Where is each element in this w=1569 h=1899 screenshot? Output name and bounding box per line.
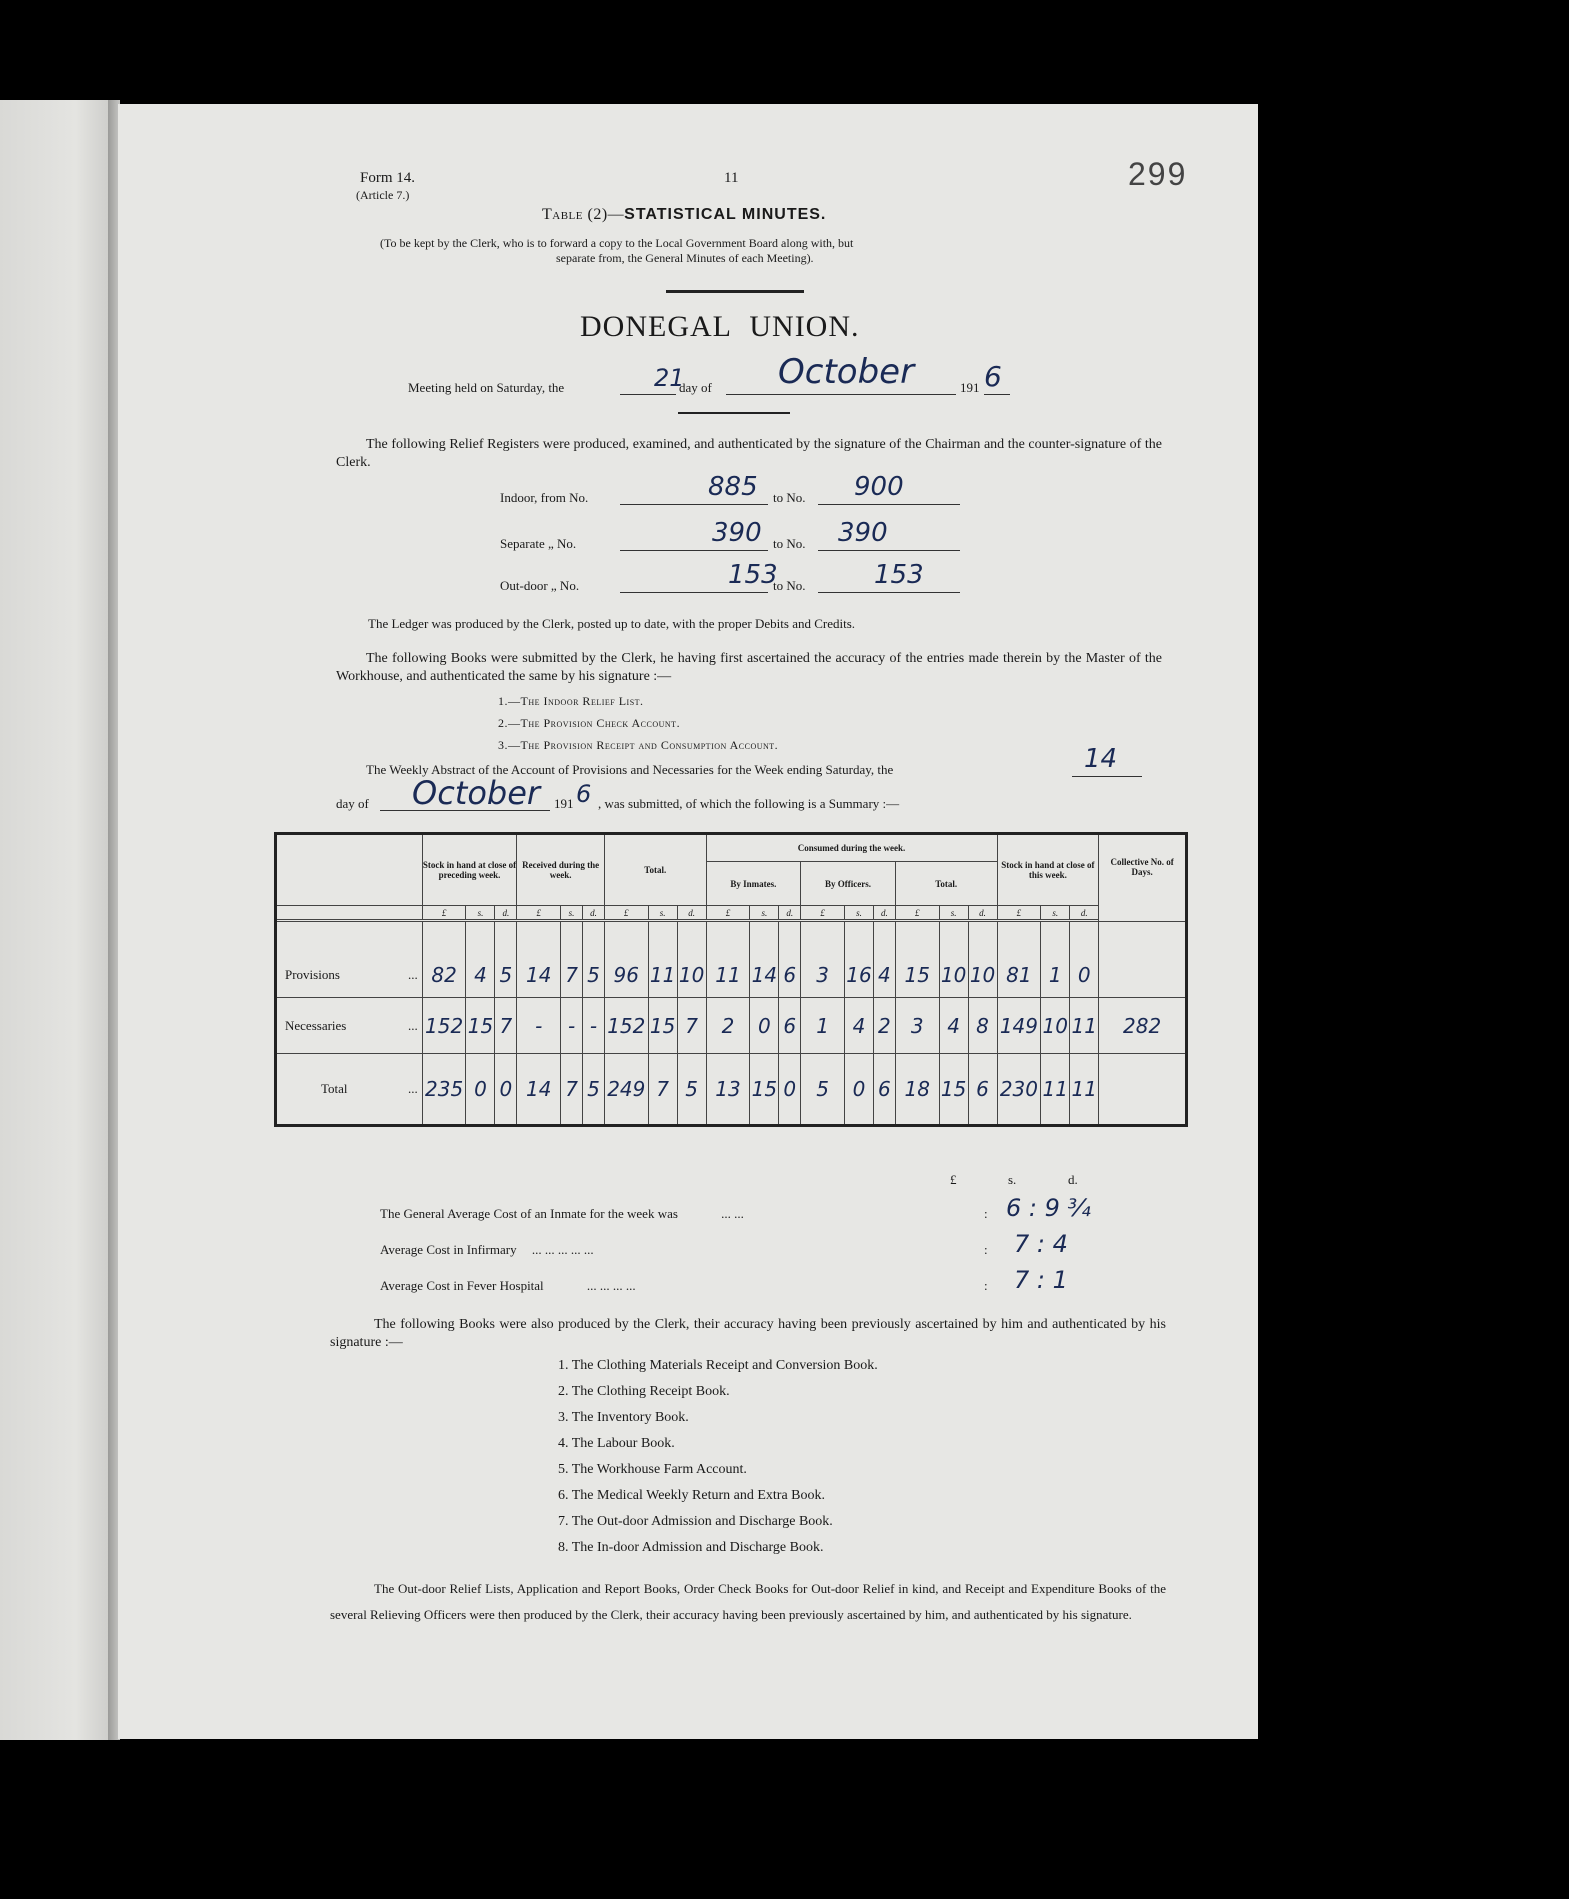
unit-pence: d.: [495, 906, 517, 920]
abstract-year-prefix: 191: [554, 796, 574, 811]
header-stock-close: Stock in hand at close of this week.: [997, 834, 1099, 906]
cell: 81: [997, 922, 1041, 998]
unit-pence: d.: [677, 906, 706, 920]
register-from-line: [620, 504, 768, 505]
header-consumed: Consumed during the week.: [706, 834, 997, 862]
cell: 4: [844, 998, 873, 1054]
cost-dots: ... ... ... ...: [586, 1278, 636, 1293]
meeting-year-line: [984, 394, 1010, 395]
unit-pound: £: [517, 906, 561, 920]
register-from-line: [620, 592, 768, 593]
cell: 96: [604, 922, 648, 998]
register-from-line: [620, 550, 768, 551]
table-title-prefix: Table (2)—: [542, 206, 625, 223]
unit-pound: £: [706, 906, 750, 920]
unit-shillings: s.: [844, 906, 873, 920]
unit-pound: £: [422, 906, 466, 920]
row-label-provisions: [276, 922, 423, 998]
collective-days: 282: [1099, 998, 1187, 1054]
facing-page: [0, 100, 108, 1740]
instructions-line-1: (To be kept by the Clerk, who is to forward a copy to the Local Government Board along with, but: [380, 236, 854, 250]
row-label-necessaries: [276, 998, 423, 1054]
row-dots: ...: [407, 967, 418, 982]
meeting-year-prefix: 191: [960, 380, 980, 395]
cell: 6: [779, 998, 801, 1054]
register-to-separate: 390: [838, 518, 888, 548]
cell: 4: [466, 922, 495, 998]
cell: -: [583, 998, 605, 1054]
row-dots: ...: [407, 1017, 418, 1033]
cell: 0: [495, 1054, 517, 1126]
cell: 10: [677, 922, 706, 998]
cell: 13: [706, 1054, 750, 1126]
cell: 10: [968, 922, 997, 998]
meeting-prefix: Meeting held on Saturday, the: [408, 380, 565, 395]
cost-label: Average Cost in Infirmary: [380, 1242, 517, 1257]
also-book-item: 8. The In-door Admission and Discharge Book.: [558, 1540, 824, 1555]
unit-pence: d.: [968, 906, 997, 920]
cell: 152: [604, 998, 648, 1054]
row-label: Necessaries: [285, 1017, 347, 1033]
register-to-indoor: 900: [854, 472, 904, 502]
cell: -: [517, 998, 561, 1054]
also-books-list: [558, 1358, 878, 1566]
cell: 249: [604, 1054, 648, 1126]
register-to-line: [818, 550, 960, 551]
cell: 5: [677, 1054, 706, 1126]
register-row-indoor: [500, 490, 588, 506]
also-book-item: 4. The Labour Book.: [558, 1436, 675, 1451]
also-book-item: 5. The Workhouse Farm Account.: [558, 1462, 747, 1477]
register-row-separate: [500, 536, 576, 552]
cell: 3: [895, 998, 939, 1054]
cell: 0: [779, 1054, 801, 1126]
cost-unit-pound: £: [950, 1172, 957, 1187]
cell: 4: [873, 922, 895, 998]
header-by-inmates: By Inmates.: [706, 862, 801, 906]
cost-value-fever: 7 : 1: [1014, 1266, 1068, 1294]
cell: 18: [895, 1054, 939, 1126]
also-books-intro: The following Books were also produced by the Clerk, their accuracy having been previously ascertained by him and authenticated by his signature :—: [330, 1317, 1166, 1350]
also-book-item: 6. The Medical Weekly Return and Extra Book.: [558, 1488, 826, 1503]
unit-pound: £: [997, 906, 1041, 920]
cell: 2: [873, 998, 895, 1054]
cell: 235: [422, 1054, 466, 1126]
cell: 6: [779, 922, 801, 998]
cell: 149: [997, 998, 1041, 1054]
book-item: 1.—The Indoor Relief List.: [498, 694, 644, 708]
unit-row-label: [276, 906, 423, 920]
cost-row-fever: [380, 1278, 636, 1294]
also-book-item: 3. The Inventory Book.: [558, 1410, 689, 1425]
cell: 7: [677, 998, 706, 1054]
cell: 3: [801, 922, 845, 998]
meeting-month-line: [726, 394, 956, 395]
register-from-indoor: 885: [708, 472, 758, 502]
meeting-day-of: day of: [679, 380, 712, 395]
cell: 1: [1041, 922, 1070, 998]
cell: 6: [968, 1054, 997, 1126]
cell: 7: [561, 922, 583, 998]
table-row-total: [276, 1054, 1187, 1126]
cell: 15: [895, 922, 939, 998]
cell: 10: [1041, 998, 1070, 1054]
row-label: Total: [321, 1081, 348, 1096]
row-dots: ...: [407, 1081, 418, 1096]
register-from-separate: 390: [712, 518, 762, 548]
abstract-line-1: The Weekly Abstract of the Account of Provisions and Necessaries for the Week ending Saturday, the: [366, 762, 894, 777]
table-title-main: STATISTICAL MINUTES.: [624, 206, 827, 223]
register-label: Indoor, from No.: [500, 490, 589, 505]
abstract-day-of: day of: [336, 796, 369, 811]
cell: 15: [939, 1054, 968, 1126]
cell: 11: [1070, 1054, 1099, 1126]
meeting-year-suffix: 6: [984, 360, 1002, 393]
register-to-outdoor: 153: [874, 560, 924, 590]
cell: 11: [706, 922, 750, 998]
folio-number: 299: [1128, 156, 1188, 192]
summary-table: [274, 832, 1188, 1127]
row-label-total: [276, 1054, 423, 1126]
header-total: Total.: [604, 834, 706, 906]
cell: 5: [801, 1054, 845, 1126]
header-collective: Collective No. of Days.: [1099, 834, 1187, 922]
cell: 10: [939, 922, 968, 998]
register-to-label: to No.: [773, 490, 806, 505]
unit-shillings: s.: [750, 906, 779, 920]
book-item: 3.—The Provision Receipt and Consumption Account.: [498, 738, 779, 752]
books-intro: The following Books were submitted by the Clerk, he having first ascertained the accuracy of the entries made therein by the Master of the Workhouse, and authenticated the same by his signature :—: [336, 651, 1162, 684]
cell: 11: [648, 922, 677, 998]
cell: 4: [939, 998, 968, 1054]
cell: 1: [801, 998, 845, 1054]
closing-paragraph: The Out-door Relief Lists, Application and Report Books, Order Check Books for Out-door Relief in kind, and Receipt and Expenditure Books of the several Relieving Officers were then produced by the Clerk, their accuracy having been previously ascertained by him, and authenticated by his signature.: [330, 1581, 1166, 1622]
cost-row-infirmary: [380, 1242, 594, 1258]
meeting-day: 21: [654, 364, 685, 392]
row-label: Provisions: [285, 967, 340, 982]
cost-dots: ... ... ... ... ...: [531, 1242, 594, 1257]
cell: 0: [844, 1054, 873, 1126]
instructions-line-2: separate from, the General Minutes of each Meeting).: [556, 251, 814, 265]
page-number: 11: [724, 170, 739, 186]
table-title: [542, 206, 826, 224]
register-row-outdoor: [500, 578, 579, 594]
cost-value-general: 6 : 9 ¾: [1006, 1194, 1091, 1222]
table-row-provisions: [276, 922, 1187, 998]
cost-row-general: [380, 1206, 744, 1222]
unit-pence: d.: [583, 906, 605, 920]
header-stock-prev: Stock in hand at close of preceding week.: [422, 834, 517, 906]
cost-colon: :: [984, 1278, 988, 1293]
also-book-item: 7. The Out-door Admission and Discharge Book.: [558, 1514, 833, 1529]
cell: 230: [997, 1054, 1041, 1126]
collective-days: [1099, 922, 1187, 998]
registers-intro: The following Relief Registers were produced, examined, and authenticated by the signature of the Chairman and the counter-signature of the Clerk.: [336, 437, 1162, 470]
abstract-day: 14: [1084, 744, 1118, 774]
cost-label: The General Average Cost of an Inmate for the week was: [380, 1206, 678, 1221]
cell: 11: [1041, 1054, 1070, 1126]
unit-shillings: s.: [561, 906, 583, 920]
also-book-item: 2. The Clothing Receipt Book.: [558, 1384, 730, 1399]
cell: 16: [844, 922, 873, 998]
cell: 7: [561, 1054, 583, 1126]
cell: 8: [968, 998, 997, 1054]
cell: 14: [517, 1054, 561, 1126]
cell: 15: [750, 1054, 779, 1126]
union-name: DONEGAL UNION.: [580, 310, 860, 343]
cost-label: Average Cost in Fever Hospital: [380, 1278, 544, 1293]
register-to-line: [818, 504, 960, 505]
cell: 15: [648, 998, 677, 1054]
meeting-day-line: [620, 394, 676, 395]
cell: 0: [750, 998, 779, 1054]
unit-shillings: s.: [939, 906, 968, 920]
register-label: Out-door „ No.: [500, 578, 580, 593]
cell: -: [561, 998, 583, 1054]
ledger-text: The Ledger was produced by the Clerk, posted up to date, with the proper Debits and Credits.: [368, 616, 856, 631]
collective-days: [1099, 1054, 1187, 1126]
cell: 7: [495, 998, 517, 1054]
rule-bottom: [678, 412, 790, 414]
form-number: Form 14.: [360, 170, 416, 186]
cell: 14: [750, 922, 779, 998]
cell: 14: [517, 922, 561, 998]
also-book-item: 1. The Clothing Materials Receipt and Conversion Book.: [558, 1358, 878, 1373]
cell: 7: [648, 1054, 677, 1126]
cell: 0: [1070, 922, 1099, 998]
cell: 5: [495, 922, 517, 998]
cell: 15: [466, 998, 495, 1054]
cell: 82: [422, 922, 466, 998]
cell: 2: [706, 998, 750, 1054]
abstract-month: October: [412, 774, 541, 812]
unit-pence: d.: [1070, 906, 1099, 920]
cost-value-infirmary: 7 : 4: [1014, 1230, 1068, 1258]
cell: 5: [583, 1054, 605, 1126]
cost-colon: :: [984, 1242, 988, 1257]
meeting-month: October: [778, 352, 915, 392]
unit-pound: £: [604, 906, 648, 920]
cost-dots: ... ...: [721, 1206, 744, 1221]
unit-pound: £: [801, 906, 845, 920]
abstract-day-line: [1072, 776, 1142, 777]
cell: 11: [1070, 998, 1099, 1054]
scan-background: [0, 0, 1569, 100]
unit-pence: d.: [779, 906, 801, 920]
cell: 0: [466, 1054, 495, 1126]
rule-top: [666, 290, 804, 293]
cell: 5: [583, 922, 605, 998]
unit-pence: d.: [873, 906, 895, 920]
register-to-label: to No.: [773, 578, 806, 593]
abstract-year-suffix: 6: [576, 780, 592, 808]
header-consumed-total: Total.: [895, 862, 997, 906]
register-from-outdoor: 153: [728, 560, 778, 590]
register-to-label: to No.: [773, 536, 806, 551]
register-to-line: [818, 592, 960, 593]
header-by-officers: By Officers.: [801, 862, 896, 906]
cell: 6: [873, 1054, 895, 1126]
unit-shillings: s.: [1041, 906, 1070, 920]
table-corner: [276, 834, 423, 906]
cost-colon: :: [984, 1206, 988, 1221]
table-row-necessaries: [276, 998, 1187, 1054]
article-ref: (Article 7.): [356, 188, 410, 202]
header-received: Received during the week.: [517, 834, 605, 906]
cost-unit-pence: d.: [1068, 1172, 1078, 1187]
unit-shillings: s.: [466, 906, 495, 920]
book-item: 2.—The Provision Check Account.: [498, 716, 681, 730]
cell: 152: [422, 998, 466, 1054]
unit-pound: £: [895, 906, 939, 920]
unit-shillings: s.: [648, 906, 677, 920]
abstract-line-2: , was submitted, of which the following is a Summary :—: [598, 796, 900, 811]
cost-unit-shillings: s.: [1008, 1172, 1017, 1187]
register-label: Separate „ No.: [500, 536, 577, 551]
